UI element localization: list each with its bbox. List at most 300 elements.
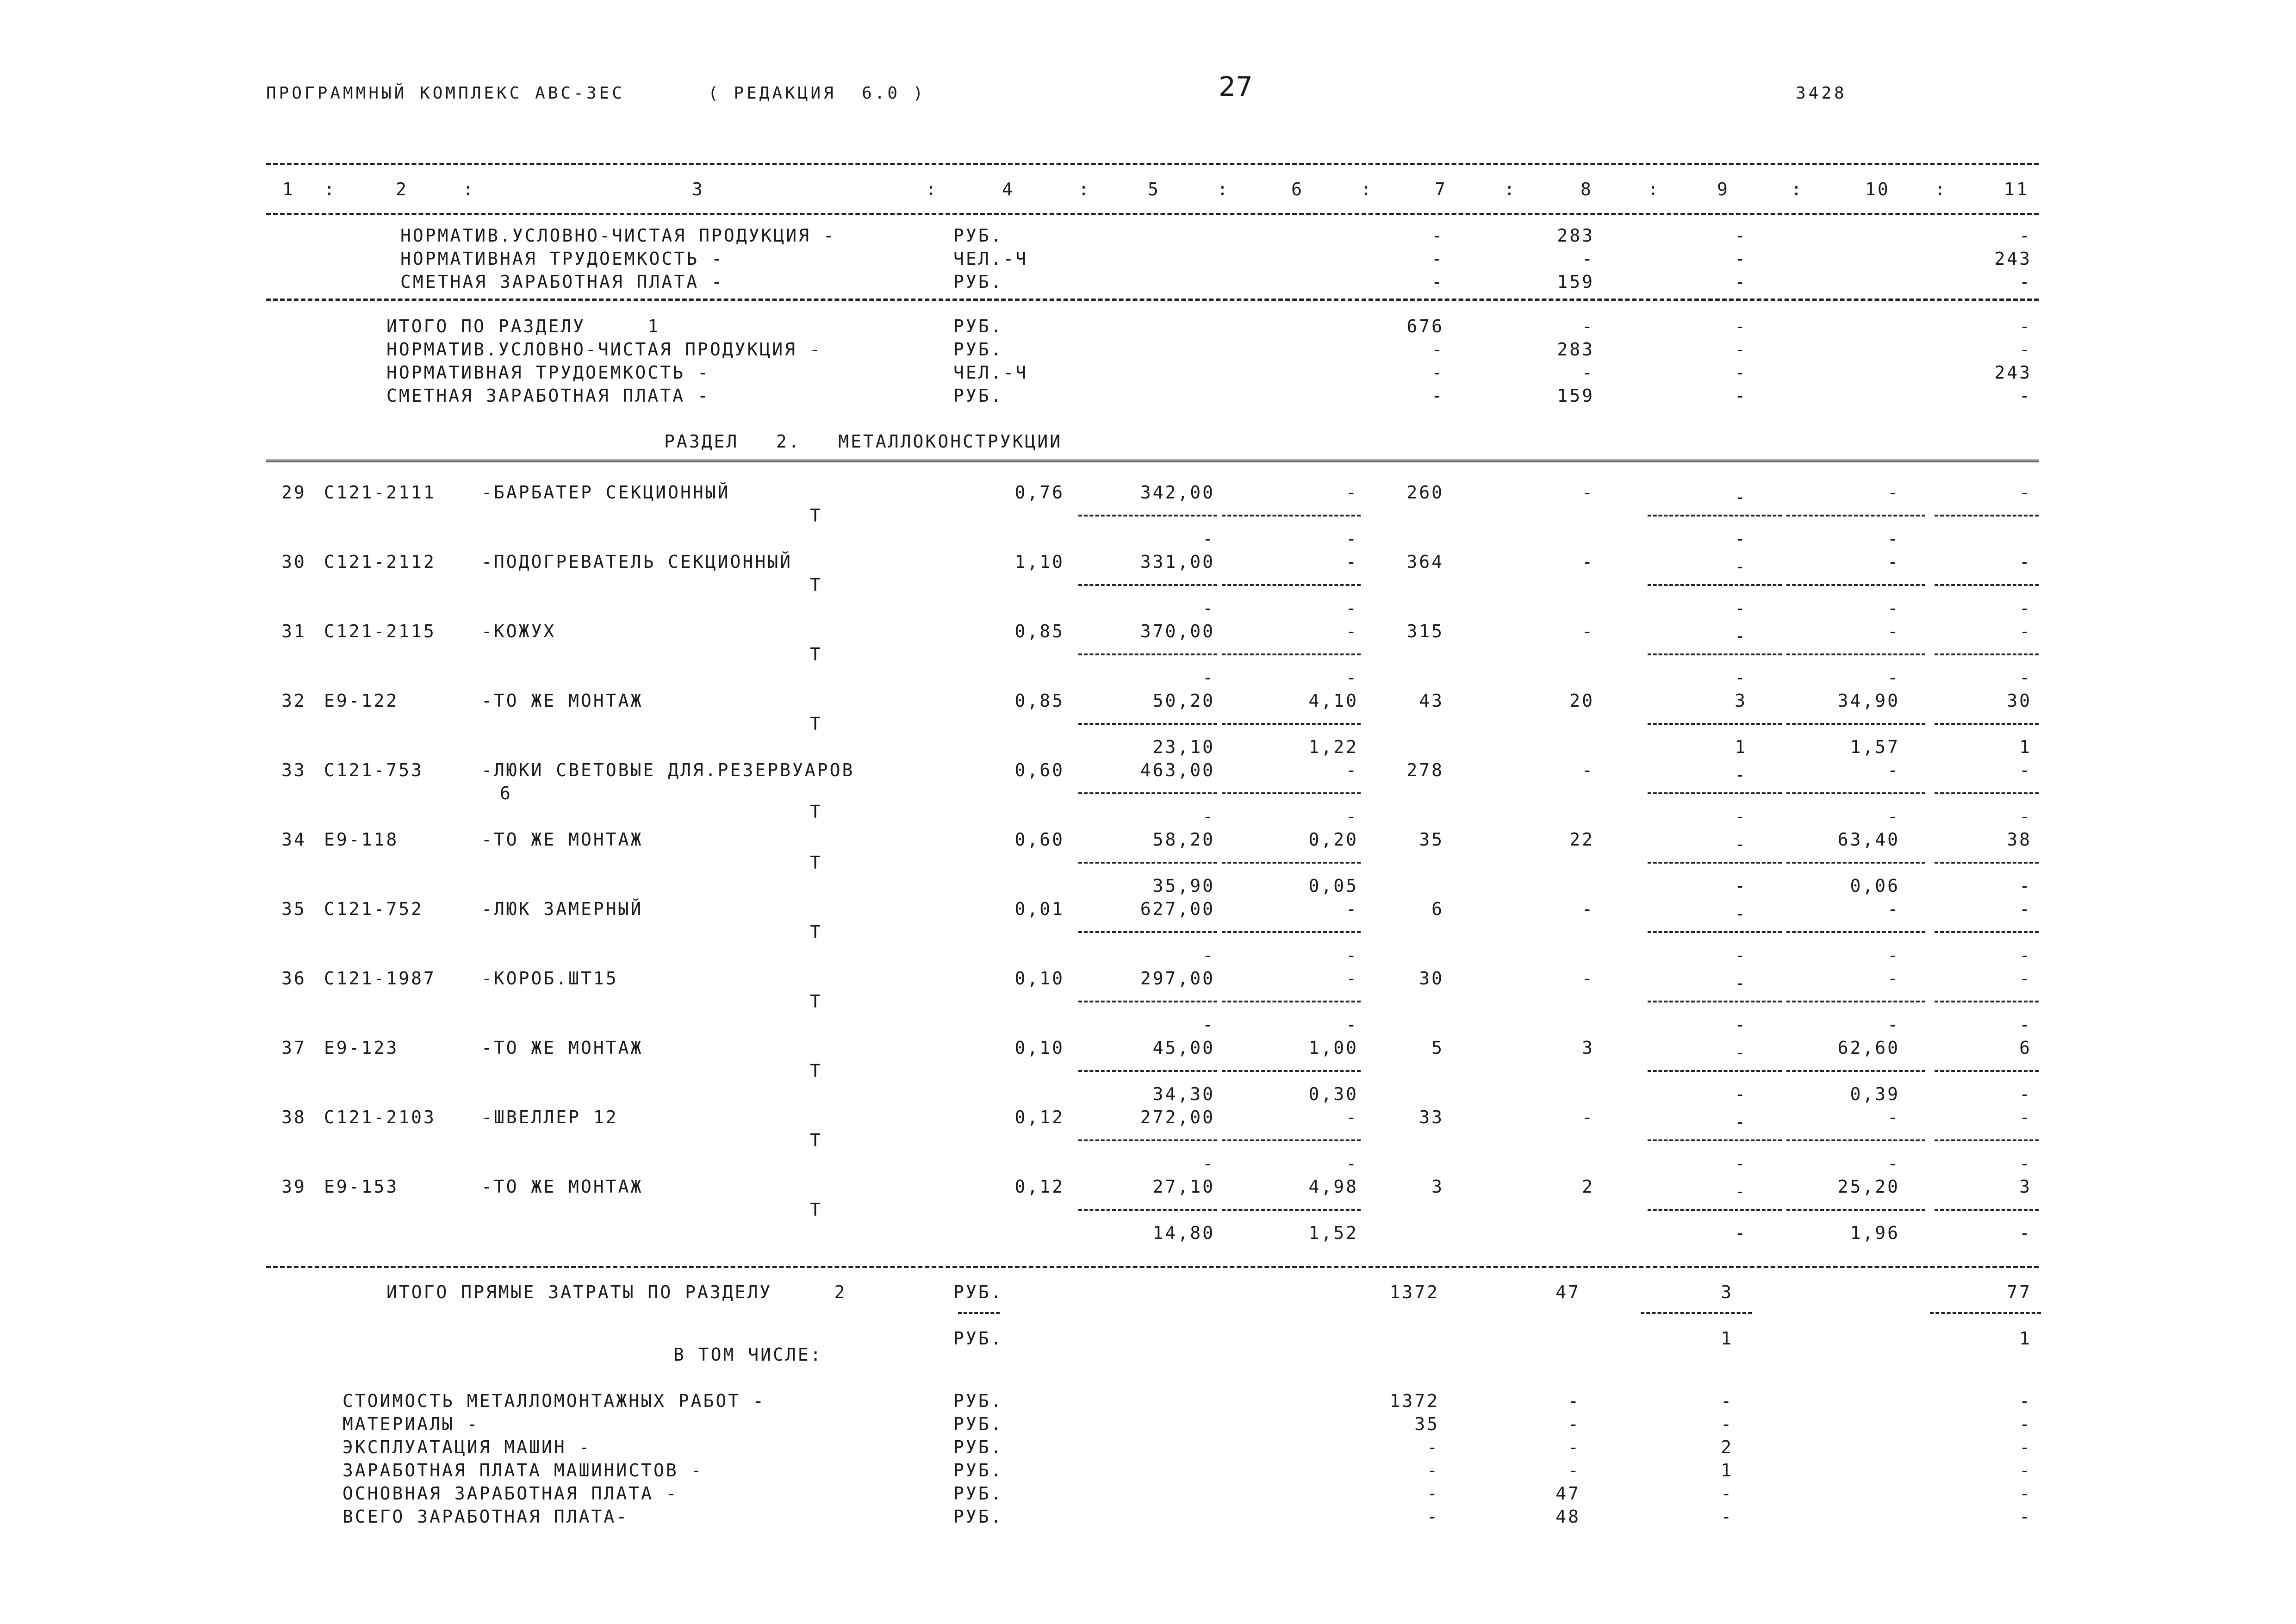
breakdown-col8: -: [1568, 1437, 1580, 1457]
row-subrule-col9: [1648, 1139, 1782, 1141]
row-col6: 0,20: [1308, 829, 1358, 850]
row-subrule-col11: [1935, 792, 2039, 794]
document-code: 3428: [1796, 84, 1847, 103]
row-col10: 25,20: [1837, 1176, 1900, 1197]
column-separator: :: [1078, 179, 1091, 199]
section-total-row-label: НОРМАТИВНАЯ ТРУДОЕМКОСТЬ -: [386, 362, 710, 383]
row-sub-col9: -: [1735, 945, 1747, 965]
direct-costs-unit: РУБ.: [953, 1282, 1003, 1302]
column-header-3: 3: [692, 179, 704, 199]
column-separator: :: [1648, 179, 1660, 199]
row-sub-col11: -: [2019, 1084, 2032, 1104]
breakdown-label: СТОИМОСТЬ МЕТАЛЛОМОНТАЖНЫХ РАБОТ -: [342, 1391, 765, 1411]
row-col8: -: [1582, 899, 1594, 919]
breakdown-col7: -: [1427, 1506, 1439, 1527]
row-unit: Т: [810, 852, 822, 873]
row-sub-col10: -: [1887, 598, 1900, 618]
row-sub-col10: -: [1887, 667, 1900, 688]
row-subrule-col5: [1078, 1001, 1217, 1002]
row-col11: -: [2019, 968, 2032, 989]
row-col8: -: [1582, 760, 1594, 780]
program-name: ПРОГРАММНЫЙ КОМПЛЕКС АВС-3ЕС: [266, 84, 625, 103]
pre-summary-row-col8: 283: [1557, 225, 1594, 246]
row-col11: -: [2019, 760, 2032, 780]
row-col5: 58,20: [1152, 829, 1215, 850]
row-col7: 364: [1406, 552, 1444, 572]
row-sub-col5: 35,90: [1152, 876, 1215, 896]
row-sub-col11: -: [2019, 667, 2032, 688]
row-col11: -: [2019, 1107, 2032, 1127]
row-sub-col5: 23,10: [1152, 737, 1215, 757]
row-subrule-col5: [1078, 792, 1217, 794]
row-subrule-col5: [1078, 1209, 1217, 1211]
pre-summary-row-unit: РУБ.: [953, 272, 1003, 292]
row-qty: 0,60: [1014, 760, 1064, 780]
row-subrule-col5: [1078, 515, 1217, 516]
direct-costs-subrule-unit: [958, 1312, 1000, 1314]
direct-costs-col9: 3: [1721, 1282, 1733, 1302]
row-unit: Т: [810, 802, 822, 822]
row-subrule-col9: [1648, 515, 1782, 516]
row-sub-col9: -: [1735, 529, 1747, 549]
row-subrule-col6: [1222, 1001, 1361, 1002]
row-sub-col9: 1: [1735, 737, 1747, 757]
row-subrule-col5: [1078, 862, 1217, 864]
pre-summary-row-col8: -: [1582, 249, 1594, 269]
row-unit: Т: [810, 644, 822, 665]
row-col10: -: [1887, 760, 1900, 780]
row-sub-col6: -: [1346, 667, 1358, 688]
direct-costs-sub-col11: 1: [2019, 1328, 2032, 1349]
breakdown-col7: -: [1427, 1460, 1439, 1481]
row-subrule-col5: [1078, 1139, 1217, 1141]
pre-summary-row-col7: -: [1431, 272, 1444, 292]
row-col8: -: [1582, 482, 1594, 503]
row-col5: 463,00: [1140, 760, 1215, 780]
row-subrule-col6: [1222, 653, 1361, 655]
breakdown-col8: 47: [1556, 1483, 1580, 1504]
direct-costs-label: ИТОГО ПРЯМЫЕ ЗАТРАТЫ ПО РАЗДЕЛУ 2: [386, 1282, 847, 1302]
column-header-6: 6: [1291, 179, 1304, 199]
pre-summary-row-label: СМЕТНАЯ ЗАРАБОТНАЯ ПЛАТА -: [400, 272, 724, 292]
pre-summary-row-label: НОРМАТИВНАЯ ТРУДОЕМКОСТЬ -: [400, 249, 724, 269]
header-bottom-rule: [266, 213, 2039, 215]
column-header-9: 9: [1717, 179, 1730, 199]
pre-summary-row-col11: -: [2019, 225, 2032, 246]
row-number: 35: [281, 899, 306, 919]
row-qty: 0,12: [1014, 1176, 1064, 1197]
row-code: С121-2103: [324, 1107, 436, 1127]
row-col8: -: [1582, 1107, 1594, 1127]
row-sub-col6: -: [1346, 598, 1358, 618]
row-name: -ТО ЖЕ МОНТАЖ: [481, 1176, 643, 1197]
edition-label: ( РЕДАКЦИЯ 6.0 ): [708, 84, 926, 103]
row-col10: -: [1887, 552, 1900, 572]
row-sub-col9: -: [1735, 1223, 1747, 1243]
breakdown-unit: РУБ.: [953, 1506, 1003, 1527]
row-sub-col10: 0,39: [1850, 1084, 1900, 1104]
row-subrule-col9: [1648, 653, 1782, 655]
section-total-row-col8: -: [1582, 316, 1594, 336]
row-number: 39: [281, 1176, 306, 1197]
row-col7: 35: [1419, 829, 1444, 850]
column-header-4: 4: [1002, 179, 1014, 199]
row-unit: Т: [810, 1200, 822, 1220]
section-total-row-col7: 676: [1406, 316, 1444, 336]
row-qty: 0,85: [1014, 621, 1064, 641]
row-subrule-col10: [1786, 1001, 1925, 1002]
row-sub-col10: 1,57: [1850, 737, 1900, 757]
row-sub-col11: -: [2019, 945, 2032, 965]
pre-summary-row-col11: -: [2019, 272, 2032, 292]
row-sub-col6: 1,52: [1308, 1223, 1358, 1243]
row-unit: Т: [810, 575, 822, 595]
breakdown-label: ЗАРАБОТНАЯ ПЛАТА МАШИНИСТОВ -: [342, 1460, 703, 1481]
page-number: 27: [1219, 71, 1253, 102]
pre-summary-row-col9: -: [1735, 249, 1747, 269]
row-code: С121-2112: [324, 552, 436, 572]
row-code: Е9-118: [324, 829, 399, 850]
row-subrule-col10: [1786, 515, 1925, 516]
breakdown-col11: -: [2019, 1506, 2032, 1527]
pre-summary-row-unit: ЧЕЛ.-Ч: [953, 249, 1028, 269]
row-subrule-col10: [1786, 931, 1925, 933]
direct-costs-rule: [266, 1266, 2039, 1268]
row-sub-col10: -: [1887, 1014, 1900, 1035]
row-number: 33: [281, 760, 306, 780]
section-total-row-col9: -: [1735, 386, 1747, 406]
row-col9: -: [1735, 834, 1747, 854]
row-subrule-col9: [1648, 862, 1782, 864]
breakdown-col11: -: [2019, 1391, 2032, 1411]
breakdown-unit: РУБ.: [953, 1437, 1003, 1457]
row-col11: 38: [2007, 829, 2032, 850]
row-subrule-col9: [1648, 723, 1782, 725]
row-col9: -: [1735, 1042, 1747, 1063]
row-name: -ПОДОГРЕВАТЕЛЬ СЕКЦИОННЫЙ: [481, 552, 792, 572]
row-col10: -: [1887, 968, 1900, 989]
row-col5: 331,00: [1140, 552, 1215, 572]
row-subrule-col9: [1648, 792, 1782, 794]
row-col6: -: [1346, 621, 1358, 641]
row-col8: -: [1582, 968, 1594, 989]
row-subrule-col10: [1786, 584, 1925, 586]
row-subrule-col5: [1078, 584, 1217, 586]
row-subrule-col10: [1786, 1209, 1925, 1211]
direct-costs-col7: 1372: [1389, 1282, 1439, 1302]
row-qty: 0,01: [1014, 899, 1064, 919]
row-subrule-col5: [1078, 1070, 1217, 1072]
row-name: -КОЖУХ: [481, 621, 556, 641]
section-total-row-unit: РУБ.: [953, 316, 1003, 336]
row-sub-col6: -: [1346, 1153, 1358, 1174]
direct-costs-sub-col9: 1: [1721, 1328, 1733, 1349]
row-col10: -: [1887, 899, 1900, 919]
row-col9: -: [1735, 1181, 1747, 1201]
direct-costs-subrule-col9: [1641, 1312, 1752, 1314]
row-col6: -: [1346, 760, 1358, 780]
row-sub-col6: 1,22: [1308, 737, 1358, 757]
breakdown-unit: РУБ.: [953, 1391, 1003, 1411]
table-top-rule: [266, 163, 2039, 165]
row-subrule-col10: [1786, 862, 1925, 864]
row-col10: 34,90: [1837, 691, 1900, 711]
breakdown-col11: -: [2019, 1460, 2032, 1481]
breakdown-col7: 1372: [1389, 1391, 1439, 1411]
row-qty: 0,10: [1014, 968, 1064, 989]
row-col11: -: [2019, 899, 2032, 919]
row-code: С121-2115: [324, 621, 436, 641]
row-unit: Т: [810, 505, 822, 526]
row-sub-col9: -: [1735, 1153, 1747, 1174]
row-name: -КОРОБ.ШТ15: [481, 968, 618, 989]
breakdown-unit: РУБ.: [953, 1414, 1003, 1434]
row-sub-col10: -: [1887, 945, 1900, 965]
row-sub-col9: -: [1735, 667, 1747, 688]
pre-summary-row-col11: 243: [1994, 249, 2032, 269]
row-col11: 30: [2007, 691, 2032, 711]
row-sub-col5: -: [1202, 945, 1215, 965]
column-separator: :: [1791, 179, 1804, 199]
breakdown-col9: -: [1721, 1483, 1733, 1504]
row-col7: 6: [1431, 899, 1444, 919]
row-code: С121-2111: [324, 482, 436, 503]
column-header-2: 2: [396, 179, 408, 199]
row-sub-col6: -: [1346, 1014, 1358, 1035]
pre-summary-rule: [266, 299, 2039, 301]
section-title: РАЗДЕЛ 2. МЕТАЛЛОКОНСТРУКЦИИ: [664, 431, 1063, 452]
breakdown-col11: -: [2019, 1483, 2032, 1504]
row-col6: -: [1346, 482, 1358, 503]
row-subrule-col10: [1786, 1139, 1925, 1141]
row-col6: 4,98: [1308, 1176, 1358, 1197]
row-col9: -: [1735, 973, 1747, 993]
column-header-5: 5: [1148, 179, 1160, 199]
row-qty: 0,60: [1014, 829, 1064, 850]
row-sub-col5: 34,30: [1152, 1084, 1215, 1104]
row-col9: -: [1735, 487, 1747, 507]
row-code: С121-752: [324, 899, 424, 919]
row-sub-col9: -: [1735, 1014, 1747, 1035]
row-number: 32: [281, 691, 306, 711]
breakdown-col7: 35: [1414, 1414, 1439, 1434]
breakdown-label: МАТЕРИАЛЫ -: [342, 1414, 479, 1434]
breakdown-col9: 1: [1721, 1460, 1733, 1481]
row-col10: -: [1887, 621, 1900, 641]
breakdown-label: ОСНОВНАЯ ЗАРАБОТНАЯ ПЛАТА -: [342, 1483, 678, 1504]
row-unit: Т: [810, 922, 822, 942]
row-col6: 1,00: [1308, 1038, 1358, 1058]
section-total-row-col11: -: [2019, 339, 2032, 360]
column-separator: :: [324, 179, 336, 199]
row-col11: 6: [2019, 1038, 2032, 1058]
row-qty: 0,12: [1014, 1107, 1064, 1127]
row-col5: 370,00: [1140, 621, 1215, 641]
row-col5: 272,00: [1140, 1107, 1215, 1127]
breakdown-col8: -: [1568, 1460, 1580, 1481]
row-code: Е9-122: [324, 691, 399, 711]
column-separator: :: [463, 179, 475, 199]
row-subrule-col10: [1786, 653, 1925, 655]
row-subrule-col6: [1222, 515, 1361, 516]
row-name: -БАРБАТЕР СЕКЦИОННЫЙ: [481, 482, 730, 503]
section-total-row-label: СМЕТНАЯ ЗАРАБОТНАЯ ПЛАТА -: [386, 386, 710, 406]
row-code: С121-1987: [324, 968, 436, 989]
row-col8: 20: [1569, 691, 1594, 711]
breakdown-col8: -: [1568, 1414, 1580, 1434]
row-col7: 3: [1431, 1176, 1444, 1197]
column-separator: :: [1504, 179, 1517, 199]
row-name: -ЛЮК ЗАМЕРНЫЙ: [481, 899, 643, 919]
row-col6: -: [1346, 968, 1358, 989]
row-sub-col10: -: [1887, 1153, 1900, 1174]
breakdown-col7: -: [1427, 1437, 1439, 1457]
row-col5: 27,10: [1152, 1176, 1215, 1197]
row-subrule-col9: [1648, 931, 1782, 933]
row-qty: 0,85: [1014, 691, 1064, 711]
row-sub-col10: 1,96: [1850, 1223, 1900, 1243]
row-qty: 1,10: [1014, 552, 1064, 572]
breakdown-col11: -: [2019, 1414, 2032, 1434]
row-col8: 22: [1569, 829, 1594, 850]
row-code: Е9-123: [324, 1038, 399, 1058]
row-subrule-col9: [1648, 1001, 1782, 1002]
row-col11: 3: [2019, 1176, 2032, 1197]
breakdown-unit: РУБ.: [953, 1460, 1003, 1481]
row-code: Е9-153: [324, 1176, 399, 1197]
section-total-row-unit: РУБ.: [953, 386, 1003, 406]
row-col9: 3: [1735, 691, 1747, 711]
row-subrule-col6: [1222, 1070, 1361, 1072]
row-subrule-col5: [1078, 653, 1217, 655]
row-col9: -: [1735, 626, 1747, 646]
row-col10: 63,40: [1837, 829, 1900, 850]
breakdown-col9: -: [1721, 1506, 1733, 1527]
breakdown-col9: -: [1721, 1391, 1733, 1411]
row-sub-col9: -: [1735, 806, 1747, 827]
row-sub-col9: -: [1735, 876, 1747, 896]
row-col7: 43: [1419, 691, 1444, 711]
row-sub-col10: -: [1887, 529, 1900, 549]
row-col5: 45,00: [1152, 1038, 1215, 1058]
row-code: С121-753: [324, 760, 424, 780]
column-separator: :: [1361, 179, 1373, 199]
row-subrule-col6: [1222, 1209, 1361, 1211]
pre-summary-row-col8: 159: [1557, 272, 1594, 292]
row-subrule-col10: [1786, 1070, 1925, 1072]
section-total-row-col8: 159: [1557, 386, 1594, 406]
section-title-underline: [266, 460, 2039, 462]
row-col5: 627,00: [1140, 899, 1215, 919]
row-unit: Т: [810, 714, 822, 734]
direct-costs-subrule-col11: [1930, 1312, 2041, 1314]
section-total-row-col11: -: [2019, 386, 2032, 406]
section-total-row-label: НОРМАТИВ.УСЛОВНО-ЧИСТАЯ ПРОДУКЦИЯ -: [386, 339, 822, 360]
row-name-cont: 6: [500, 783, 512, 803]
breakdown-label: ЭКСПЛУАТАЦИЯ МАШИН -: [342, 1437, 591, 1457]
row-sub-col5: 14,80: [1152, 1223, 1215, 1243]
section-total-row-col11: 243: [1994, 362, 2032, 383]
column-header-7: 7: [1435, 179, 1447, 199]
row-subrule-col6: [1222, 792, 1361, 794]
row-col7: 30: [1419, 968, 1444, 989]
row-col9: -: [1735, 556, 1747, 577]
row-sub-col5: -: [1202, 529, 1215, 549]
row-sub-col5: -: [1202, 1153, 1215, 1174]
row-name: -ЛЮКИ СВЕТОВЫЕ ДЛЯ.РЕЗЕРВУАРОВ: [481, 760, 855, 780]
row-sub-col11: -: [2019, 598, 2032, 618]
row-number: 38: [281, 1107, 306, 1127]
breakdown-label: ВСЕГО ЗАРАБОТНАЯ ПЛАТА-: [342, 1506, 629, 1527]
row-subrule-col5: [1078, 931, 1217, 933]
pre-summary-row-col9: -: [1735, 272, 1747, 292]
row-number: 30: [281, 552, 306, 572]
row-subrule-col9: [1648, 584, 1782, 586]
row-number: 37: [281, 1038, 306, 1058]
row-col6: -: [1346, 552, 1358, 572]
direct-costs-col11: 77: [2007, 1282, 2032, 1302]
column-header-1: 1: [282, 179, 295, 199]
row-subrule-col6: [1222, 584, 1361, 586]
including-label: В ТОМ ЧИСЛЕ:: [673, 1344, 823, 1365]
section-total-row-unit: РУБ.: [953, 339, 1003, 360]
row-qty: 0,10: [1014, 1038, 1064, 1058]
row-sub-col11: 1: [2019, 737, 2032, 757]
row-subrule-col10: [1786, 723, 1925, 725]
pre-summary-row-unit: РУБ.: [953, 225, 1003, 246]
breakdown-unit: РУБ.: [953, 1483, 1003, 1504]
row-col9: -: [1735, 903, 1747, 924]
section-total-row-label: ИТОГО ПО РАЗДЕЛУ 1: [386, 316, 660, 336]
row-sub-col6: -: [1346, 806, 1358, 827]
section-total-row-col8: 283: [1557, 339, 1594, 360]
row-subrule-col10: [1786, 792, 1925, 794]
row-col11: -: [2019, 482, 2032, 503]
row-col11: -: [2019, 621, 2032, 641]
pre-summary-row-label: НОРМАТИВ.УСЛОВНО-ЧИСТАЯ ПРОДУКЦИЯ -: [400, 225, 836, 246]
row-col6: 4,10: [1308, 691, 1358, 711]
row-name: -ТО ЖЕ МОНТАЖ: [481, 1038, 643, 1058]
section-total-row-col7: -: [1431, 386, 1444, 406]
row-subrule-col6: [1222, 723, 1361, 725]
section-total-row-col9: -: [1735, 339, 1747, 360]
section-total-row-col7: -: [1431, 362, 1444, 383]
row-sub-col11: -: [2019, 1153, 2032, 1174]
section-total-row-col9: -: [1735, 316, 1747, 336]
row-sub-col11: -: [2019, 806, 2032, 827]
section-total-row-unit: ЧЕЛ.-Ч: [953, 362, 1028, 383]
breakdown-col9: 2: [1721, 1437, 1733, 1457]
row-col11: -: [2019, 552, 2032, 572]
row-subrule-col11: [1935, 931, 2039, 933]
row-number: 34: [281, 829, 306, 850]
row-sub-col11: -: [2019, 1014, 2032, 1035]
row-subrule-col5: [1078, 723, 1217, 725]
row-sub-col10: -: [1887, 806, 1900, 827]
section-total-row-col7: -: [1431, 339, 1444, 360]
row-col9: -: [1735, 765, 1747, 785]
column-separator: :: [1935, 179, 1947, 199]
row-col10: -: [1887, 482, 1900, 503]
row-subrule-col6: [1222, 931, 1361, 933]
row-number: 36: [281, 968, 306, 989]
row-subrule-col6: [1222, 862, 1361, 864]
row-sub-col6: -: [1346, 529, 1358, 549]
row-col6: -: [1346, 899, 1358, 919]
row-col10: -: [1887, 1107, 1900, 1127]
row-col8: -: [1582, 621, 1594, 641]
row-col7: 33: [1419, 1107, 1444, 1127]
